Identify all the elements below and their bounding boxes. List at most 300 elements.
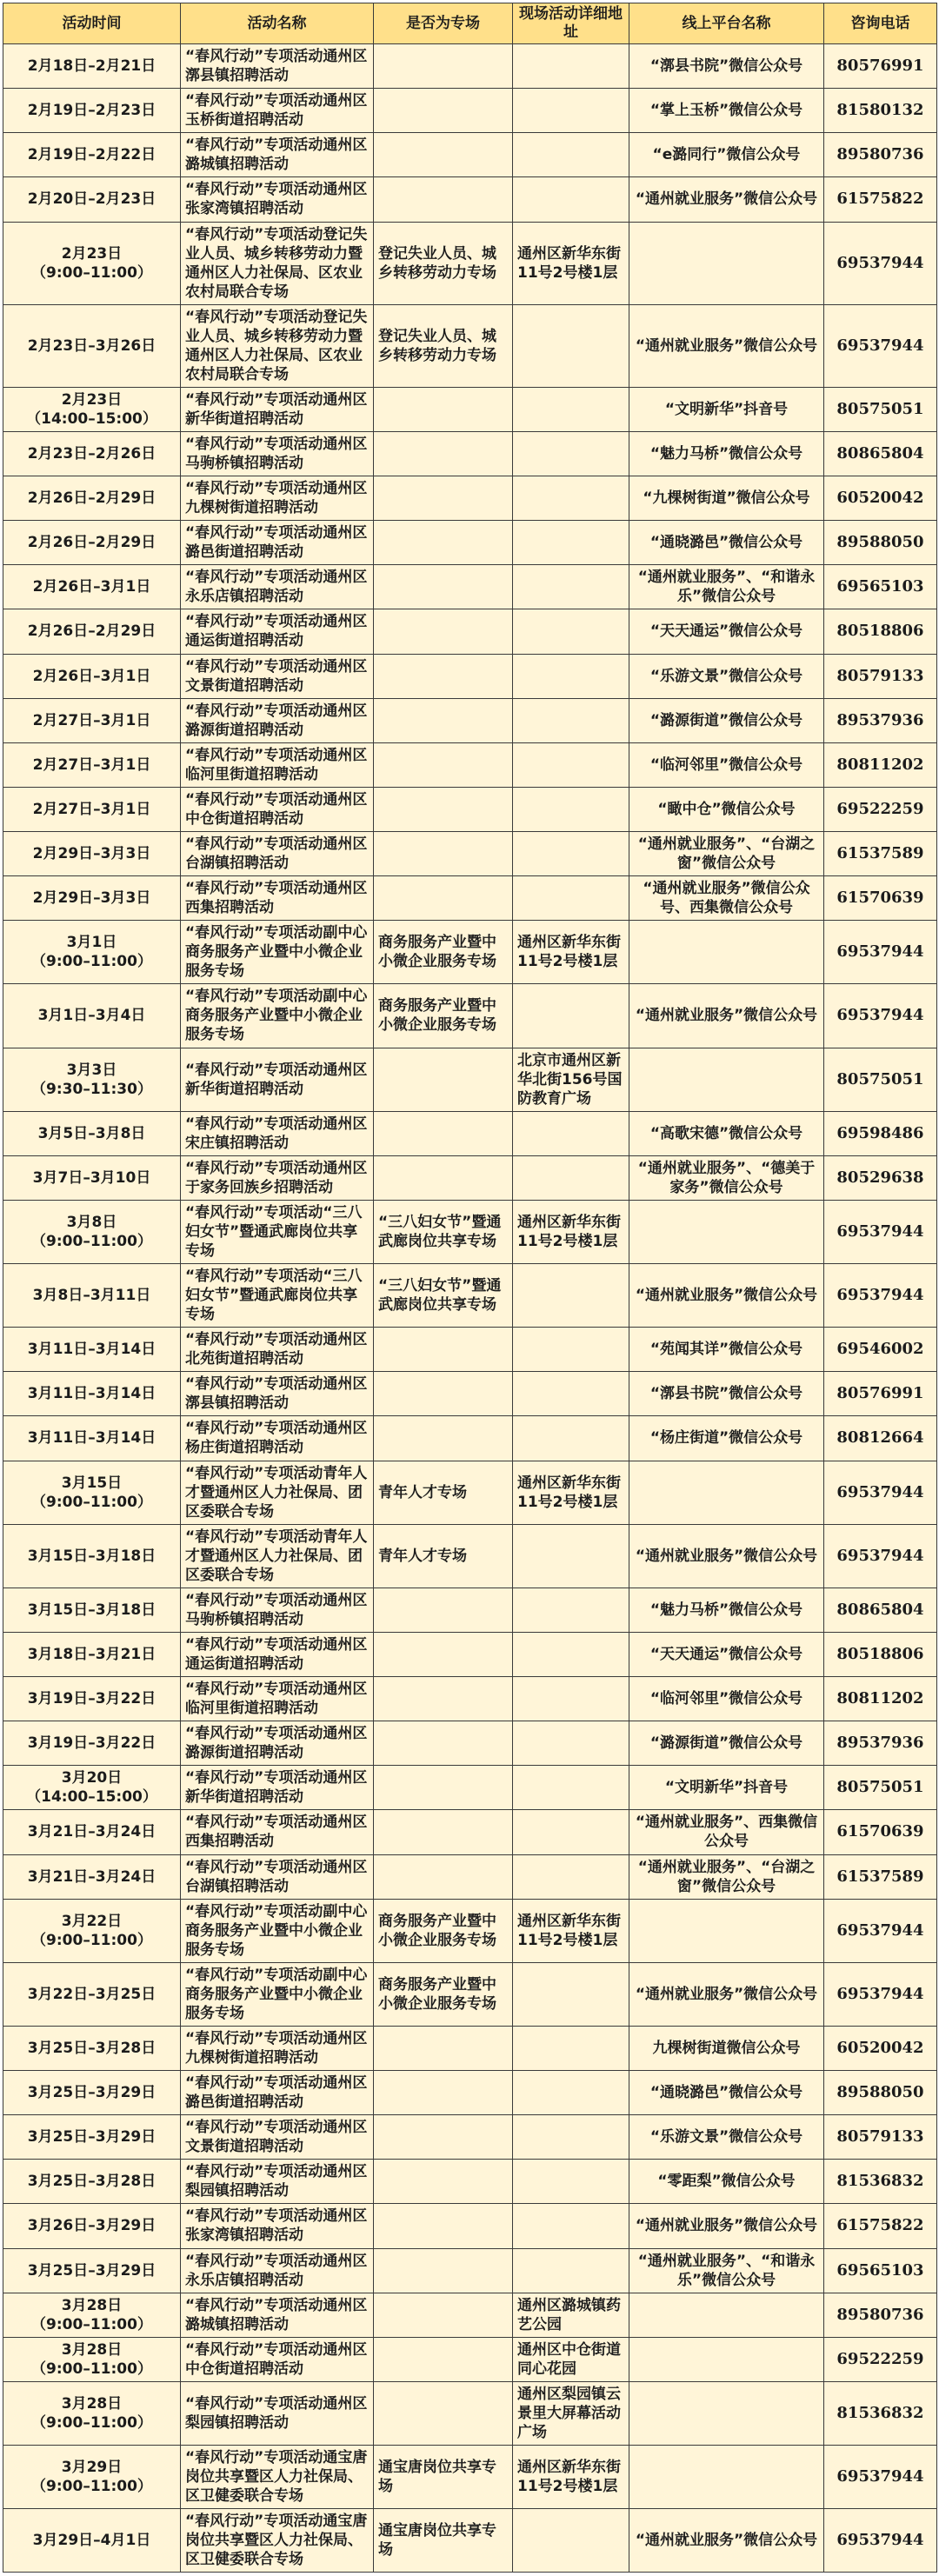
table-row: [3, 2509, 937, 2573]
table-row: [3, 1155, 937, 1200]
header-online-platform: 线上平台名称: [629, 3, 824, 44]
phone-cell: 69537944: [824, 984, 937, 1048]
special-cell: [374, 2071, 513, 2115]
address-cell: [513, 742, 629, 787]
activity-time-cell: 3月22日–3月25日: [3, 1962, 181, 2026]
address-cell: 通州区新华东街11号2号楼1层: [513, 1200, 629, 1263]
activity-time-cell: 3月28日 （9:00–11:00）: [3, 2337, 181, 2381]
activity-time-cell: 3月25日–3月28日: [3, 2026, 181, 2070]
activity-time-cell: 2月23日 （9:00–11:00）: [3, 222, 181, 304]
platform-cell: “临河邻里”微信公众号: [629, 1677, 824, 1721]
activity-name-cell: “春风行动”专项活动通州区漷县镇招聘活动: [181, 44, 374, 89]
platform-cell: “魅力马桥”微信公众号: [629, 431, 824, 476]
phone-cell: 80579133: [824, 654, 937, 698]
special-cell: 通宝唐岗位共享专场: [374, 2446, 513, 2509]
activity-name-cell: “春风行动”专项活动通州区潞城镇招聘活动: [181, 2293, 374, 2337]
phone-cell: 80575051: [824, 387, 937, 431]
table-row: [3, 1200, 937, 1263]
special-cell: [374, 44, 513, 89]
activity-name-cell: “春风行动”专项活动通州区北苑街道招聘活动: [181, 1328, 374, 1372]
phone-cell: 80576991: [824, 44, 937, 89]
phone-cell: 80575051: [824, 1048, 937, 1111]
address-cell: 通州区潞城镇药艺公园: [513, 2293, 629, 2337]
table-row: [3, 2446, 937, 2509]
phone-cell: 69537944: [824, 2446, 937, 2509]
activity-time-cell: 3月5日–3月8日: [3, 1111, 181, 1155]
phone-cell: 89580736: [824, 2293, 937, 2337]
activity-name-cell: “春风行动”专项活动青年人才暨通州区人力社保局、团区委联合专场: [181, 1461, 374, 1524]
table-header: [3, 3, 937, 44]
special-cell: [374, 2381, 513, 2445]
activity-name-cell: “春风行动”专项活动通州区玉桥街道招聘活动: [181, 89, 374, 133]
activity-name-cell: “春风行动”专项活动“三八妇女节”暨通武廊岗位共享专场: [181, 1264, 374, 1328]
address-cell: 北京市通州区新华北街156号国防教育广场: [513, 1048, 629, 1111]
activity-time-cell: 2月19日–2月22日: [3, 133, 181, 177]
phone-cell: 89537936: [824, 698, 937, 742]
address-cell: [513, 1677, 629, 1721]
platform-cell: “掌上玉桥”微信公众号: [629, 89, 824, 133]
special-cell: [374, 565, 513, 609]
special-cell: “三八妇女节”暨通武廊岗位共享专场: [374, 1264, 513, 1328]
activity-name-cell: “春风行动”专项活动通州区漷县镇招聘活动: [181, 1372, 374, 1416]
platform-cell: “通州就业服务”、“德美于家务”微信公众号: [629, 1155, 824, 1200]
platform-cell: “潞源街道”微信公众号: [629, 1721, 824, 1766]
activity-name-cell: “春风行动”专项活动通州区新华街道招聘活动: [181, 1766, 374, 1810]
table-row: [3, 2115, 937, 2160]
special-cell: [374, 476, 513, 521]
platform-cell: “临河邻里”微信公众号: [629, 742, 824, 787]
special-cell: 商务服务产业暨中小微企业服务专场: [374, 984, 513, 1048]
activity-time-cell: 3月25日–3月29日: [3, 2115, 181, 2160]
activity-time-cell: 2月29日–3月3日: [3, 832, 181, 876]
activity-time-cell: 2月27日–3月1日: [3, 787, 181, 831]
phone-cell: 60520042: [824, 2026, 937, 2070]
phone-cell: 61570639: [824, 1810, 937, 1854]
special-cell: 通宝唐岗位共享专场: [374, 2509, 513, 2573]
address-cell: [513, 1328, 629, 1372]
table-row: [3, 876, 937, 921]
table-row: [3, 2293, 937, 2337]
activity-time-cell: 3月25日–3月29日: [3, 2071, 181, 2115]
table-row: [3, 1810, 937, 1854]
activity-name-cell: “春风行动”专项活动通州区杨庄街道招聘活动: [181, 1416, 374, 1461]
platform-cell: [629, 222, 824, 304]
special-cell: 商务服务产业暨中小微企业服务专场: [374, 1962, 513, 2026]
address-cell: [513, 1372, 629, 1416]
address-cell: [513, 698, 629, 742]
special-cell: 登记失业人员、城乡转移劳动力专场: [374, 304, 513, 387]
special-cell: [374, 1372, 513, 1416]
phone-cell: 69537944: [824, 921, 937, 984]
table-row: [3, 787, 937, 831]
table-body: [3, 44, 937, 2573]
address-cell: [513, 876, 629, 921]
platform-cell: “漷县书院”微信公众号: [629, 1372, 824, 1416]
activity-time-cell: 3月15日–3月18日: [3, 1588, 181, 1632]
activity-time-cell: 3月1日–3月4日: [3, 984, 181, 1048]
phone-cell: 69522259: [824, 787, 937, 831]
special-cell: [374, 787, 513, 831]
table-row: [3, 1524, 937, 1588]
table-row: [3, 1328, 937, 1372]
address-cell: [513, 431, 629, 476]
phone-cell: 69537944: [824, 1962, 937, 2026]
platform-cell: [629, 1899, 824, 1962]
platform-cell: “通州就业服务”微信公众号: [629, 1524, 824, 1588]
table-row: [3, 1632, 937, 1676]
activity-time-cell: 2月20日–2月23日: [3, 177, 181, 222]
special-cell: [374, 1677, 513, 1721]
address-cell: [513, 44, 629, 89]
activity-name-cell: “春风行动”专项活动通州区永乐店镇招聘活动: [181, 565, 374, 609]
table-row: [3, 1264, 937, 1328]
activity-name-cell: “春风行动”专项活动通州区临河里街道招聘活动: [181, 742, 374, 787]
activity-name-cell: “春风行动”专项活动通宝唐岗位共享暨区人力社保局、区卫健委联合专场: [181, 2509, 374, 2573]
table-row: [3, 609, 937, 654]
platform-cell: [629, 2337, 824, 2381]
activity-time-cell: 3月29日–4月1日: [3, 2509, 181, 2573]
address-cell: [513, 1962, 629, 2026]
special-cell: [374, 2337, 513, 2381]
address-cell: 通州区梨园镇云景里大屏幕活动广场: [513, 2381, 629, 2445]
table-row: [3, 698, 937, 742]
schedule-sheet: [3, 3, 936, 2573]
phone-cell: 61575822: [824, 2204, 937, 2248]
address-cell: [513, 2026, 629, 2070]
address-cell: [513, 521, 629, 565]
activity-time-cell: 2月26日–3月1日: [3, 654, 181, 698]
platform-cell: “通州就业服务”微信公众号、西集微信公众号: [629, 876, 824, 921]
activity-name-cell: “春风行动”专项活动副中心商务服务产业暨中小微企业服务专场: [181, 921, 374, 984]
address-cell: [513, 304, 629, 387]
activity-name-cell: “春风行动”专项活动通州区梨园镇招聘活动: [181, 2160, 374, 2204]
platform-cell: “文明新华”抖音号: [629, 1766, 824, 1810]
table-row: [3, 1111, 937, 1155]
activity-time-cell: 3月28日 （9:00–11:00）: [3, 2293, 181, 2337]
special-cell: [374, 1328, 513, 1372]
header-onsite-address: 现场活动详细地址: [513, 3, 629, 44]
activity-schedule-table: [3, 3, 937, 2573]
activity-time-cell: 2月23日–3月26日: [3, 304, 181, 387]
activity-name-cell: “春风行动”专项活动“三八妇女节”暨通武廊岗位共享专场: [181, 1200, 374, 1263]
table-row: [3, 1677, 937, 1721]
special-cell: [374, 177, 513, 222]
address-cell: [513, 2509, 629, 2573]
platform-cell: “通晓潞邑”微信公众号: [629, 2071, 824, 2115]
table-row: [3, 431, 937, 476]
header-is-special: 是否为专场: [374, 3, 513, 44]
activity-time-cell: 3月8日 （9:00–11:00）: [3, 1200, 181, 1263]
phone-cell: 69537944: [824, 1524, 937, 1588]
phone-cell: 69537944: [824, 1461, 937, 1524]
platform-cell: “九棵树街道”微信公众号: [629, 476, 824, 521]
table-row: [3, 565, 937, 609]
platform-cell: “天天通运”微信公众号: [629, 1632, 824, 1676]
special-cell: [374, 89, 513, 133]
phone-cell: 69565103: [824, 2248, 937, 2293]
activity-time-cell: 2月18日–2月21日: [3, 44, 181, 89]
table-row: [3, 2381, 937, 2445]
table-row: [3, 921, 937, 984]
activity-name-cell: “春风行动”专项活动通州区潞邑街道招聘活动: [181, 521, 374, 565]
activity-time-cell: 3月11日–3月14日: [3, 1372, 181, 1416]
address-cell: [513, 832, 629, 876]
platform-cell: [629, 921, 824, 984]
activity-name-cell: “春风行动”专项活动登记失业人员、城乡转移劳动力暨通州区人力社保局、区农业农村局联合专场: [181, 304, 374, 387]
special-cell: [374, 431, 513, 476]
phone-cell: 80518806: [824, 609, 937, 654]
header-row: [3, 3, 937, 44]
special-cell: [374, 1810, 513, 1854]
activity-time-cell: 3月29日 （9:00–11:00）: [3, 2446, 181, 2509]
phone-cell: 69537944: [824, 1200, 937, 1263]
table-row: [3, 2248, 937, 2293]
special-cell: [374, 609, 513, 654]
address-cell: [513, 1721, 629, 1766]
platform-cell: “苑闻其详”微信公众号: [629, 1328, 824, 1372]
platform-cell: [629, 1200, 824, 1263]
phone-cell: 80576991: [824, 1372, 937, 1416]
platform-cell: “杨庄街道”微信公众号: [629, 1416, 824, 1461]
platform-cell: “通州就业服务”微信公众号: [629, 2204, 824, 2248]
platform-cell: “通州就业服务”、“台湖之窗”微信公众号: [629, 1854, 824, 1899]
phone-cell: 60520042: [824, 476, 937, 521]
address-cell: [513, 1588, 629, 1632]
platform-cell: “瞰中仓”微信公众号: [629, 787, 824, 831]
special-cell: [374, 2248, 513, 2293]
special-cell: [374, 133, 513, 177]
platform-cell: “高歌宋德”微信公众号: [629, 1111, 824, 1155]
phone-cell: 80811202: [824, 742, 937, 787]
activity-time-cell: 3月19日–3月22日: [3, 1677, 181, 1721]
address-cell: 通州区新华东街11号2号楼1层: [513, 921, 629, 984]
address-cell: [513, 2115, 629, 2160]
phone-cell: 81536832: [824, 2160, 937, 2204]
phone-cell: 80865804: [824, 431, 937, 476]
activity-time-cell: 3月26日–3月29日: [3, 2204, 181, 2248]
activity-time-cell: 2月26日–2月29日: [3, 609, 181, 654]
address-cell: [513, 89, 629, 133]
phone-cell: 89580736: [824, 133, 937, 177]
activity-time-cell: 2月19日–2月23日: [3, 89, 181, 133]
activity-name-cell: “春风行动”专项活动通州区马驹桥镇招聘活动: [181, 431, 374, 476]
address-cell: [513, 1632, 629, 1676]
phone-cell: 80575051: [824, 1766, 937, 1810]
special-cell: [374, 1854, 513, 1899]
special-cell: [374, 2160, 513, 2204]
activity-name-cell: “春风行动”专项活动通州区潞城镇招聘活动: [181, 133, 374, 177]
activity-name-cell: “春风行动”专项活动通州区九棵树街道招聘活动: [181, 2026, 374, 2070]
activity-name-cell: “春风行动”专项活动通州区文景街道招聘活动: [181, 654, 374, 698]
platform-cell: “魅力马桥”微信公众号: [629, 1588, 824, 1632]
phone-cell: 69537944: [824, 222, 937, 304]
phone-cell: 61570639: [824, 876, 937, 921]
special-cell: [374, 521, 513, 565]
phone-cell: 61575822: [824, 177, 937, 222]
platform-cell: [629, 2293, 824, 2337]
special-cell: [374, 1632, 513, 1676]
table-row: [3, 1962, 937, 2026]
platform-cell: “通州就业服务”、西集微信公众号: [629, 1810, 824, 1854]
header-activity-time: 活动时间: [3, 3, 181, 44]
phone-cell: 69537944: [824, 1264, 937, 1328]
activity-time-cell: 3月3日 （9:30–11:30）: [3, 1048, 181, 1111]
table-row: [3, 44, 937, 89]
special-cell: [374, 1766, 513, 1810]
platform-cell: “乐游文景”微信公众号: [629, 654, 824, 698]
address-cell: [513, 787, 629, 831]
phone-cell: 80518806: [824, 1632, 937, 1676]
activity-time-cell: 3月20日 （14:00–15:00）: [3, 1766, 181, 1810]
header-phone: 咨询电话: [824, 3, 937, 44]
special-cell: [374, 2204, 513, 2248]
header-activity-name: 活动名称: [181, 3, 374, 44]
address-cell: [513, 1810, 629, 1854]
special-cell: “三八妇女节”暨通武廊岗位共享专场: [374, 1200, 513, 1263]
platform-cell: “零距梨”微信公众号: [629, 2160, 824, 2204]
special-cell: [374, 1111, 513, 1155]
activity-name-cell: “春风行动”专项活动通州区通运街道招聘活动: [181, 609, 374, 654]
activity-name-cell: “春风行动”专项活动通州区西集招聘活动: [181, 1810, 374, 1854]
table-row: [3, 2160, 937, 2204]
activity-name-cell: “春风行动”专项活动副中心商务服务产业暨中小微企业服务专场: [181, 1962, 374, 2026]
platform-cell: “天天通运”微信公众号: [629, 609, 824, 654]
platform-cell: “通州就业服务”、“台湖之窗”微信公众号: [629, 832, 824, 876]
special-cell: 青年人才专场: [374, 1461, 513, 1524]
activity-name-cell: “春风行动”专项活动通州区西集招聘活动: [181, 876, 374, 921]
phone-cell: 61537589: [824, 832, 937, 876]
activity-name-cell: “春风行动”专项活动通州区九棵树街道招聘活动: [181, 476, 374, 521]
activity-name-cell: “春风行动”专项活动通州区潞源街道招聘活动: [181, 1721, 374, 1766]
table-row: [3, 1416, 937, 1461]
address-cell: [513, 1155, 629, 1200]
platform-cell: “通州就业服务”微信公众号: [629, 304, 824, 387]
table-row: [3, 1461, 937, 1524]
activity-name-cell: “春风行动”专项活动通州区于家务回族乡招聘活动: [181, 1155, 374, 1200]
special-cell: [374, 1721, 513, 1766]
special-cell: [374, 876, 513, 921]
phone-cell: 69546002: [824, 1328, 937, 1372]
table-row: [3, 1588, 937, 1632]
table-row: [3, 133, 937, 177]
special-cell: [374, 698, 513, 742]
activity-time-cell: 3月11日–3月14日: [3, 1416, 181, 1461]
special-cell: [374, 2293, 513, 2337]
address-cell: [513, 1524, 629, 1588]
address-cell: [513, 2071, 629, 2115]
table-row: [3, 1048, 937, 1111]
activity-name-cell: “春风行动”专项活动通州区中仓街道招聘活动: [181, 787, 374, 831]
table-row: [3, 476, 937, 521]
activity-time-cell: 2月23日–2月26日: [3, 431, 181, 476]
phone-cell: 69598486: [824, 1111, 937, 1155]
table-row: [3, 521, 937, 565]
table-row: [3, 1854, 937, 1899]
address-cell: [513, 984, 629, 1048]
address-cell: [513, 609, 629, 654]
table-row: [3, 1766, 937, 1810]
address-cell: [513, 654, 629, 698]
table-row: [3, 832, 937, 876]
activity-time-cell: 2月26日–2月29日: [3, 476, 181, 521]
phone-cell: 80865804: [824, 1588, 937, 1632]
platform-cell: 九棵树街道微信公众号: [629, 2026, 824, 2070]
table-row: [3, 304, 937, 387]
activity-name-cell: “春风行动”专项活动通州区潞源街道招聘活动: [181, 698, 374, 742]
special-cell: [374, 2026, 513, 2070]
phone-cell: 80811202: [824, 1677, 937, 1721]
platform-cell: [629, 1461, 824, 1524]
activity-name-cell: “春风行动”专项活动青年人才暨通州区人力社保局、团区委联合专场: [181, 1524, 374, 1588]
activity-time-cell: 3月15日 （9:00–11:00）: [3, 1461, 181, 1524]
activity-time-cell: 3月7日–3月10日: [3, 1155, 181, 1200]
activity-name-cell: “春风行动”专项活动通州区张家湾镇招聘活动: [181, 177, 374, 222]
activity-time-cell: 3月19日–3月22日: [3, 1721, 181, 1766]
phone-cell: 89588050: [824, 521, 937, 565]
special-cell: [374, 742, 513, 787]
activity-name-cell: “春风行动”专项活动通州区梨园镇招聘活动: [181, 2381, 374, 2445]
activity-name-cell: “春风行动”专项活动通州区新华街道招聘活动: [181, 1048, 374, 1111]
activity-time-cell: 2月26日–2月29日: [3, 521, 181, 565]
activity-time-cell: 3月1日 （9:00–11:00）: [3, 921, 181, 984]
activity-name-cell: “春风行动”专项活动通州区新华街道招聘活动: [181, 387, 374, 431]
activity-name-cell: “春风行动”专项活动通州区永乐店镇招聘活动: [181, 2248, 374, 2293]
address-cell: [513, 565, 629, 609]
phone-cell: 89588050: [824, 2071, 937, 2115]
special-cell: [374, 832, 513, 876]
table-row: [3, 654, 937, 698]
table-row: [3, 984, 937, 1048]
activity-time-cell: 2月23日 （14:00–15:00）: [3, 387, 181, 431]
address-cell: [513, 387, 629, 431]
platform-cell: [629, 2381, 824, 2445]
phone-cell: 69537944: [824, 2509, 937, 2573]
platform-cell: “潞源街道”微信公众号: [629, 698, 824, 742]
address-cell: [513, 1416, 629, 1461]
activity-time-cell: 2月27日–3月1日: [3, 698, 181, 742]
activity-time-cell: 3月18日–3月21日: [3, 1632, 181, 1676]
table-row: [3, 2337, 937, 2381]
platform-cell: “通州就业服务”微信公众号: [629, 1962, 824, 2026]
table-row: [3, 177, 937, 222]
phone-cell: 89537936: [824, 1721, 937, 1766]
address-cell: [513, 2248, 629, 2293]
special-cell: 青年人才专场: [374, 1524, 513, 1588]
special-cell: [374, 2115, 513, 2160]
platform-cell: “通州就业服务”、“和谐永乐”微信公众号: [629, 565, 824, 609]
activity-time-cell: 3月11日–3月14日: [3, 1328, 181, 1372]
activity-time-cell: 3月25日–3月29日: [3, 2248, 181, 2293]
activity-name-cell: “春风行动”专项活动通州区宋庄镇招聘活动: [181, 1111, 374, 1155]
platform-cell: [629, 2446, 824, 2509]
platform-cell: “文明新华”抖音号: [629, 387, 824, 431]
platform-cell: “e潞同行”微信公众号: [629, 133, 824, 177]
special-cell: [374, 654, 513, 698]
platform-cell: “通州就业服务”微信公众号: [629, 1264, 824, 1328]
special-cell: 登记失业人员、城乡转移劳动力专场: [374, 222, 513, 304]
activity-name-cell: “春风行动”专项活动副中心商务服务产业暨中小微企业服务专场: [181, 1899, 374, 1962]
phone-cell: 69537944: [824, 304, 937, 387]
activity-time-cell: 3月21日–3月24日: [3, 1854, 181, 1899]
platform-cell: “漷县书院”微信公众号: [629, 44, 824, 89]
phone-cell: 61537589: [824, 1854, 937, 1899]
table-row: [3, 2204, 937, 2248]
table-row: [3, 1372, 937, 1416]
activity-time-cell: 3月21日–3月24日: [3, 1810, 181, 1854]
activity-time-cell: 2月27日–3月1日: [3, 742, 181, 787]
table-row: [3, 2071, 937, 2115]
activity-time-cell: 2月26日–3月1日: [3, 565, 181, 609]
